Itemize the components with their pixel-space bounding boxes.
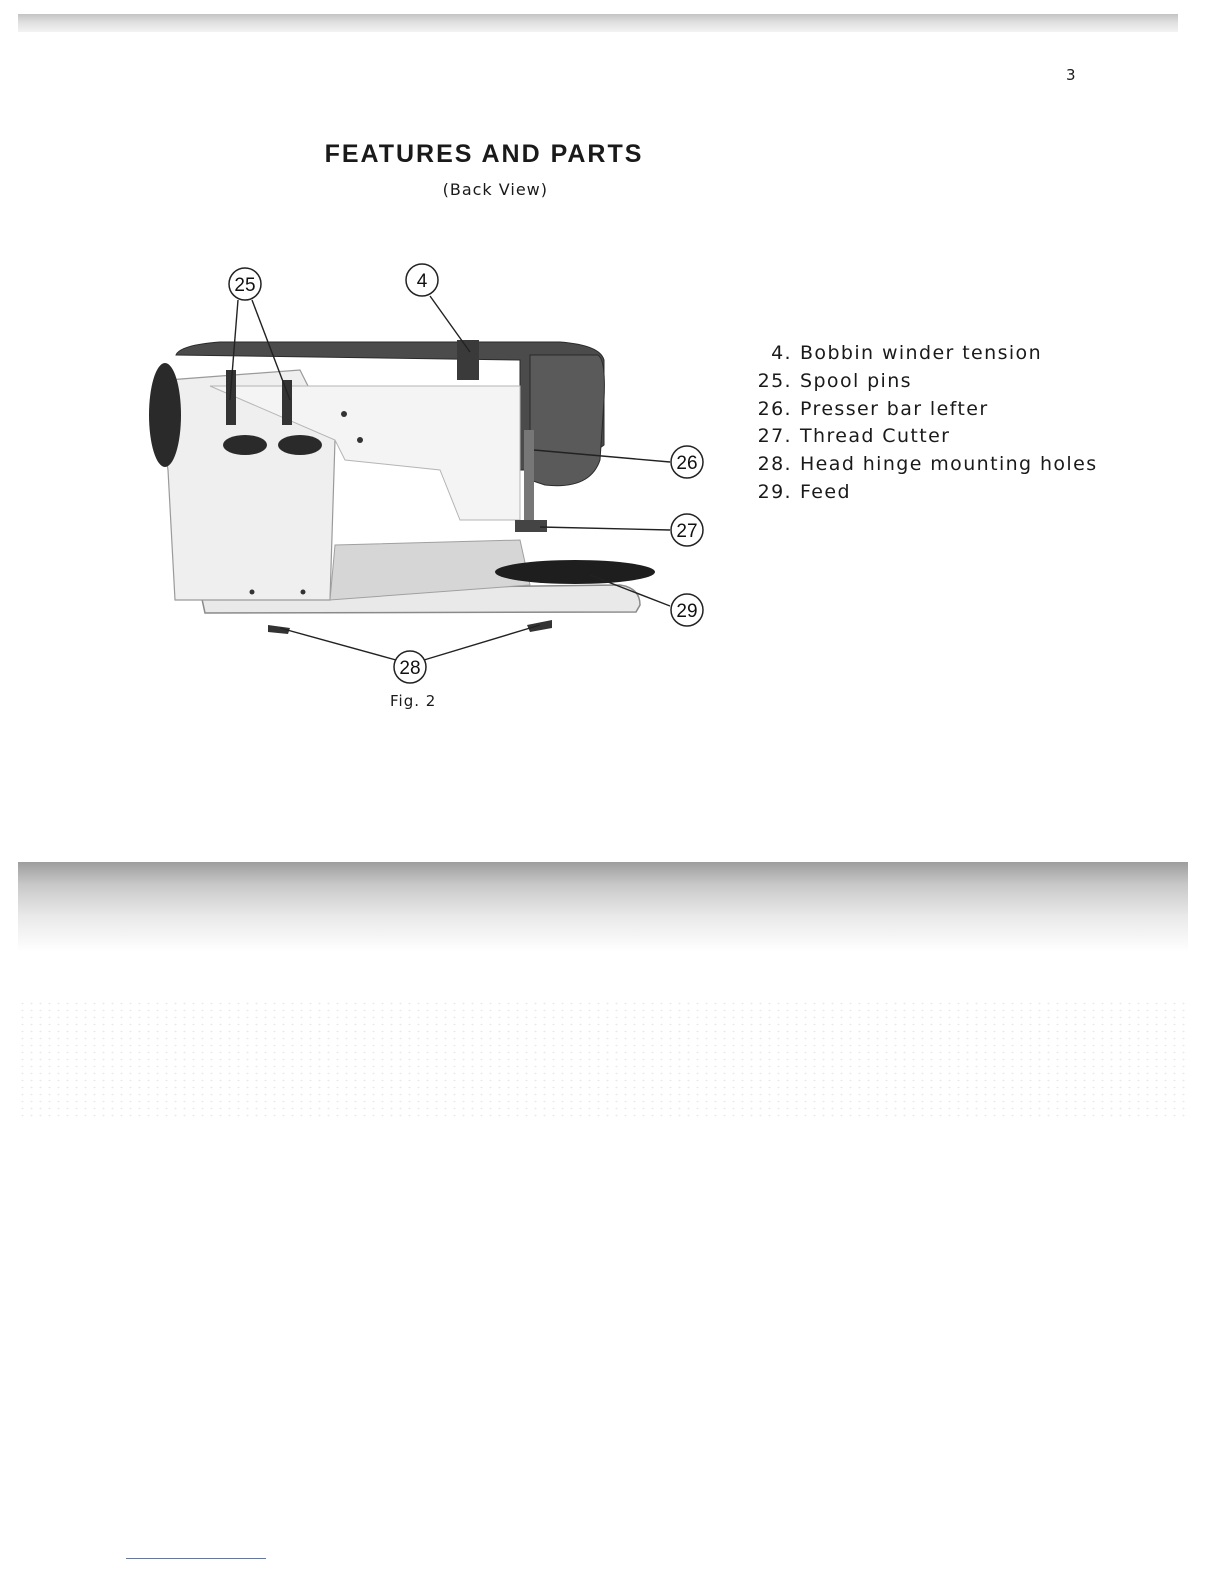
callout-26: 26 [676, 453, 698, 474]
scan-noise [18, 1000, 1188, 1120]
list-item [748, 368, 1098, 396]
list-item [748, 451, 1098, 479]
presser-bar [524, 430, 534, 520]
bed-hole [301, 590, 306, 595]
hinge-right [527, 620, 552, 632]
list-item [748, 479, 1098, 507]
callout-25: 25 [234, 275, 256, 296]
scan-artifact-top [18, 14, 1178, 32]
spool-base-left [223, 435, 267, 455]
spool-pin-right [282, 380, 292, 425]
handwheel [149, 363, 181, 467]
part-number: 26. [757, 397, 792, 420]
list-item [748, 396, 1098, 424]
body-screw [341, 411, 347, 417]
part-name: Spool pins [800, 369, 912, 392]
part-number: 25. [757, 369, 792, 392]
callout-4: 4 [416, 271, 428, 292]
part-name: Presser bar lefter [800, 397, 989, 420]
parts-list [748, 340, 1098, 507]
part-name: Feed [800, 480, 851, 503]
part-number: 27. [757, 425, 792, 448]
part-name: Bobbin winder tension [800, 342, 1043, 364]
part-number: 28. [757, 453, 792, 476]
part-number: 4. [771, 342, 792, 364]
bobbin-winder [457, 340, 479, 380]
part-name: Head hinge mounting holes [800, 453, 1098, 476]
machine-head [530, 355, 604, 486]
thread-cutter [515, 520, 547, 532]
feed-plate [495, 560, 655, 584]
figure-caption: Fig. 2 [390, 692, 437, 710]
part-number: 29. [757, 480, 792, 503]
bed-hole [250, 590, 255, 595]
list-item [748, 340, 1098, 368]
callout-29: 29 [676, 601, 698, 622]
spool-base-right [278, 435, 322, 455]
footer-rule [126, 1558, 266, 1559]
part-name: Thread Cutter [800, 425, 951, 448]
callout-27: 27 [676, 521, 698, 542]
page-subtitle: (Back View) [442, 180, 548, 199]
page-number: 3 [1066, 66, 1076, 84]
body-screw [357, 437, 363, 443]
page-title: FEATURES AND PARTS [324, 140, 644, 168]
callout-28: 28 [399, 658, 421, 679]
scan-artifact-bottom [18, 862, 1188, 952]
spool-pin-left [226, 370, 236, 425]
sewing-machine-figure [140, 255, 720, 695]
list-item [748, 423, 1098, 451]
